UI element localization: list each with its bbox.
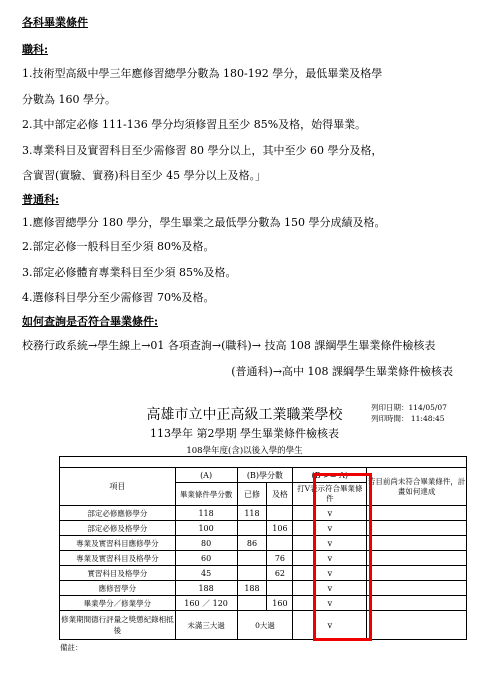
row-check-value: v — [293, 551, 367, 566]
row-label: 專業及實習科目及格學分 — [60, 551, 176, 566]
row-remark — [367, 596, 467, 611]
vocational-item-3-cont: 含實習(實驗、實務)科目至少 45 學分以上及格。」 — [22, 169, 267, 182]
print-info — [371, 402, 447, 424]
row-took-value: 118 — [237, 506, 267, 521]
row-remark — [367, 521, 467, 536]
row-pass-value — [267, 581, 293, 596]
row-b-value: 0大過 — [237, 611, 293, 640]
section-title: 各科畢業條件 — [22, 16, 88, 29]
col-item-header: 項目 — [60, 468, 176, 506]
row-check-value: v — [293, 581, 367, 596]
report-school-title: 高雄市立中正高級工業職業學校 — [146, 407, 343, 423]
query-path-line2: (普通科)→高中 108 課綱學生畢業條件檢核表 — [231, 365, 453, 378]
row-remark — [367, 536, 467, 551]
row-pass-value: 160 — [267, 596, 293, 611]
row-remark — [367, 551, 467, 566]
table-row — [60, 566, 467, 581]
table-row — [60, 506, 467, 521]
vocational-item-1: 1.技術型高級中學三年應修習總學分數為 180-192 學分，最低畢業及格學 — [22, 67, 383, 80]
row-pass-value: 62 — [267, 566, 293, 581]
general-item-4: 4.選修科目學分至少需修習 70%及格。 — [22, 291, 215, 304]
row-check-value: v — [293, 566, 367, 581]
query-path-line1: 校務行政系統→學生線上→01 各項查詢→(職科)→ 技高 108 課綱學生畢業條件檢核表 — [22, 339, 436, 352]
row-check-value: v — [293, 536, 367, 551]
col-check-header: (B >= A) — [293, 468, 367, 483]
row-a-value: 80 — [175, 536, 237, 551]
vocational-heading: 職科: — [22, 43, 49, 56]
col-remark-header: 若目前尚未符合畢業條件，計畫如何達成 — [367, 468, 467, 506]
col-a-subheader: 畢業條件學分數 — [175, 483, 237, 506]
print-time: 列印時間： 11:48:45 — [371, 414, 445, 423]
report-cohort: 108學年度(含)以後入學的學生 — [186, 446, 303, 456]
row-label: 部定必修及格學分 — [60, 521, 176, 536]
row-a-value: 188 — [175, 581, 237, 596]
row-took-value: 86 — [237, 536, 267, 551]
row-a-value: 未滿三大過 — [175, 611, 237, 640]
col-b-took-header: 已修 — [237, 483, 267, 506]
query-heading: 如何查詢是否符合畢業條件: — [22, 315, 159, 328]
row-label: 部定必修應修學分 — [60, 506, 176, 521]
vocational-item-2: 2.其中部定必修 111-136 學分均須修習且至少 85%及格，始得畢業。 — [22, 118, 367, 131]
col-b-header: (B)學分數 — [237, 468, 293, 483]
row-pass-value — [267, 536, 293, 551]
row-label: 實習科目及格學分 — [60, 566, 176, 581]
row-label: 畢業學分／修業學分 — [60, 596, 176, 611]
table-row — [60, 551, 467, 566]
table-row — [60, 521, 467, 536]
vocational-item-3: 3.專業科目及實習科目至少需修習 80 學分以上，其中至少 60 學分及格， — [22, 144, 383, 157]
row-pass-value — [267, 506, 293, 521]
table-row-conduct — [60, 611, 467, 640]
row-remark — [367, 506, 467, 521]
row-check-value: v — [293, 521, 367, 536]
col-a-header: (A) — [175, 468, 237, 483]
row-took-value — [237, 596, 267, 611]
col-b-pass-header: 及格 — [267, 483, 293, 506]
row-took-value — [237, 521, 267, 536]
general-item-1: 1.應修習總學分 180 學分，學生畢業之最低學分數為 150 學分成績及格。 — [22, 216, 386, 229]
row-took-value — [237, 566, 267, 581]
table-row — [60, 536, 467, 551]
row-remark — [367, 611, 467, 640]
row-remark — [367, 581, 467, 596]
row-check-value: v — [293, 506, 367, 521]
table-row — [60, 581, 467, 596]
row-a-value: 160 ／ 120 — [175, 596, 237, 611]
general-heading: 普通科: — [22, 193, 60, 206]
row-a-value: 45 — [175, 566, 237, 581]
row-pass-value: 106 — [267, 521, 293, 536]
table-row — [60, 596, 467, 611]
table-header-row — [60, 468, 467, 483]
table-blank-row — [60, 457, 467, 468]
row-pass-value: 76 — [267, 551, 293, 566]
row-a-value: 100 — [175, 521, 237, 536]
graduation-check-table — [59, 456, 467, 640]
print-date: 列印日期：114/05/07 — [371, 403, 447, 412]
report-subtitle: 113學年 第2學期 學生畢業條件檢核表 — [150, 427, 339, 440]
row-check-value: v — [293, 611, 367, 640]
row-took-value — [237, 551, 267, 566]
vocational-item-1-cont: 分數為 160 學分。 — [22, 93, 116, 106]
table-note: 備註： — [60, 643, 83, 652]
highlight-box — [313, 473, 372, 641]
general-item-3: 3.部定必修體育專業科目至少須 85%及格。 — [22, 266, 237, 279]
row-a-value: 118 — [175, 506, 237, 521]
row-label: 修業期間德行評量之獎懲紀錄相抵後 — [60, 611, 176, 640]
row-label: 專業及實習科目應修學分 — [60, 536, 176, 551]
row-a-value: 60 — [175, 551, 237, 566]
row-check-value: v — [293, 596, 367, 611]
row-took-value: 188 — [237, 581, 267, 596]
row-label: 應修習學分 — [60, 581, 176, 596]
general-item-2: 2.部定必修一般科目至少須 80%及格。 — [22, 240, 215, 253]
row-remark — [367, 566, 467, 581]
col-check-subheader: 打V表示符合畢業條件 — [293, 483, 367, 506]
